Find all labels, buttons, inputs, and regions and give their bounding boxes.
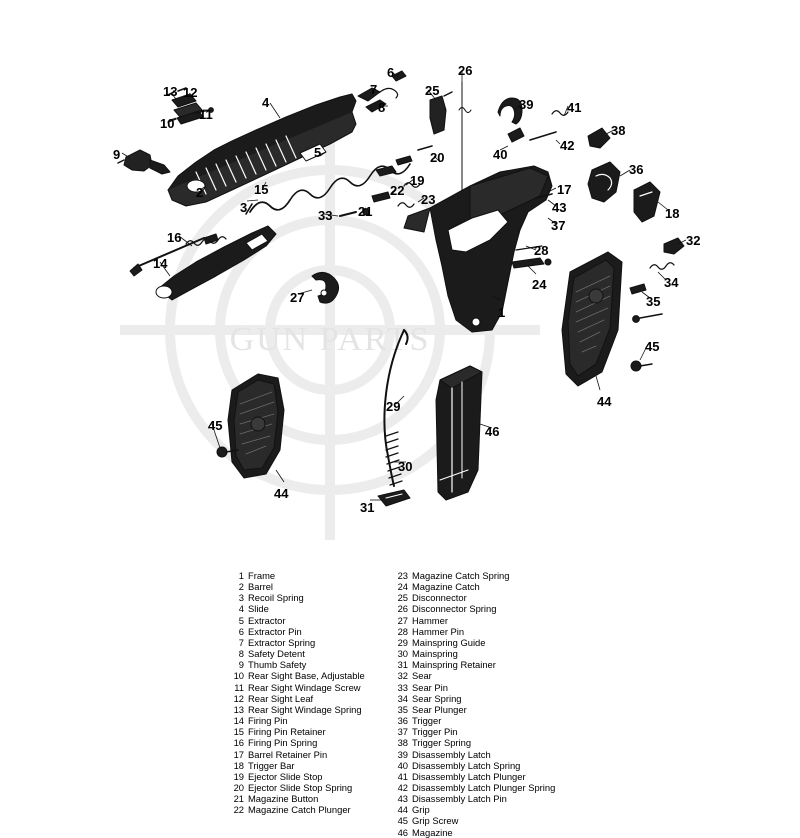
callout-22: 22	[390, 183, 405, 198]
legend-item	[228, 626, 365, 637]
legend-item-label: Magazine Catch	[412, 581, 480, 593]
legend-item	[228, 804, 365, 815]
legend-item-label: Thumb Safety	[248, 659, 307, 671]
legend-item-label: Extractor Spring	[248, 636, 316, 648]
legend-item	[228, 670, 365, 681]
callout-36: 36	[629, 162, 644, 177]
callout-2: 2	[196, 185, 204, 200]
legend-item-label: Trigger Pin	[412, 726, 458, 738]
legend-item-label: Firing Pin Retainer	[248, 726, 326, 738]
part-thumb-safety	[118, 150, 170, 174]
legend-item-number: 19	[233, 770, 244, 782]
callout-29: 29	[386, 399, 401, 414]
legend-item-number: 13	[233, 703, 244, 715]
callout-8: 8	[378, 100, 386, 115]
legend-item	[228, 592, 365, 603]
legend-item	[392, 581, 555, 592]
legend-item-label: Extractor Pin	[248, 625, 302, 637]
legend-item-label: Ejector Slide Stop Spring	[248, 781, 353, 793]
legend-item	[228, 693, 365, 704]
callout-19: 19	[410, 173, 425, 188]
legend-item-label: Trigger Bar	[248, 759, 295, 771]
legend-item	[228, 737, 365, 748]
legend-item	[228, 682, 365, 693]
legend-item-label: Disassembly Latch Spring	[412, 759, 521, 771]
callout-10: 10	[160, 116, 175, 131]
legend-item-label: Mainspring	[412, 648, 458, 660]
legend-item-label: Grip Screw	[412, 815, 459, 827]
legend-item	[392, 827, 555, 838]
legend-item-label: Sear Pin	[412, 681, 448, 693]
legend-item-number: 14	[233, 715, 244, 727]
legend-item-number: 36	[397, 715, 408, 727]
part-grip-right	[562, 252, 622, 386]
legend-item	[392, 793, 555, 804]
legend-item-number: 42	[397, 781, 408, 793]
callout-16: 16	[167, 230, 182, 245]
legend-item-number: 34	[397, 692, 408, 704]
legend-item	[392, 815, 555, 826]
legend-item-label: Disassembly Latch Pin	[412, 793, 507, 805]
legend-item-number: 10	[233, 670, 244, 682]
legend-item-label: Rear Sight Windage Screw	[248, 681, 361, 693]
legend-item-number: 9	[238, 659, 244, 671]
legend-item	[392, 615, 555, 626]
legend-item-number: 11	[234, 681, 244, 693]
legend-column-right	[392, 570, 555, 838]
legend-item-number: 6	[238, 625, 244, 637]
callout-42: 42	[560, 138, 575, 153]
callout-32: 32	[686, 233, 701, 248]
legend-column-left	[228, 570, 365, 815]
legend-item	[228, 615, 365, 626]
legend-item	[228, 782, 365, 793]
legend-item-number: 33	[397, 681, 408, 693]
callout-33: 33	[318, 208, 333, 223]
callout-17: 17	[557, 182, 572, 197]
legend-item-number: 5	[238, 614, 244, 626]
legend-item-number: 29	[397, 636, 408, 648]
legend-item-label: Ejector Slide Stop	[248, 770, 323, 782]
callout-30: 30	[398, 459, 413, 474]
legend-item-label: Firing Pin Spring	[248, 737, 318, 749]
legend-item-number: 28	[397, 625, 408, 637]
legend-item-number: 46	[397, 826, 408, 838]
callout-40: 40	[493, 147, 508, 162]
legend-item-number: 26	[397, 603, 408, 615]
legend-item-label: Barrel Retainer Pin	[248, 748, 328, 760]
legend-item	[392, 626, 555, 637]
callout-1: 1	[498, 305, 506, 320]
callout-44: 44	[597, 394, 612, 409]
legend-item-number: 23	[397, 570, 408, 581]
callout-15: 15	[254, 182, 269, 197]
legend-item-label: Extractor	[248, 614, 286, 626]
part-hammer	[312, 272, 339, 303]
callout-37: 37	[551, 218, 566, 233]
callout-45: 45	[645, 339, 660, 354]
legend-item-label: Barrel	[248, 581, 274, 593]
legend-item-label: Sear Plunger	[412, 703, 467, 715]
legend-item-label: Magazine	[412, 826, 453, 838]
part-trigger	[588, 162, 620, 202]
legend-item	[392, 771, 555, 782]
callout-5: 5	[314, 145, 322, 160]
legend-item	[392, 659, 555, 670]
legend-item-label: Disassembly Latch Plunger Spring	[412, 781, 556, 793]
callout-45: 45	[208, 418, 223, 433]
legend-item-number: 15	[233, 726, 244, 738]
legend-item-number: 43	[397, 793, 408, 805]
legend-item-number: 25	[397, 592, 408, 604]
legend-item-label: Trigger	[412, 715, 442, 727]
callout-26: 26	[458, 63, 473, 78]
legend-item-number: 18	[233, 759, 244, 771]
legend-item-number: 30	[397, 648, 408, 660]
legend-item	[392, 570, 555, 581]
legend-item-label: Firing Pin	[248, 715, 288, 727]
callout-20: 20	[430, 150, 445, 165]
callout-43: 43	[552, 200, 567, 215]
legend-item-number: 16	[233, 737, 244, 749]
callout-27: 27	[290, 290, 305, 305]
callout-11: 11	[199, 107, 213, 122]
legend-item	[228, 603, 365, 614]
callout-46: 46	[485, 424, 500, 439]
legend-item-label: Rear Sight Leaf	[248, 692, 314, 704]
legend-item	[392, 782, 555, 793]
legend-item-number: 3	[238, 592, 244, 604]
legend-item-label: Mainspring Retainer	[412, 659, 496, 671]
legend-item	[392, 704, 555, 715]
legend-item-label: Rear Sight Base, Adjustable	[248, 670, 365, 682]
legend-item	[228, 760, 365, 771]
callout-34: 34	[664, 275, 679, 290]
legend-item	[228, 726, 365, 737]
callout-9: 9	[113, 147, 121, 162]
legend-item	[228, 771, 365, 782]
legend-item-number: 17	[233, 748, 244, 760]
legend-item	[392, 760, 555, 771]
part-magazine	[436, 366, 482, 500]
legend-item	[392, 693, 555, 704]
legend-item	[228, 637, 365, 648]
legend-item	[392, 804, 555, 815]
callout-24: 24	[532, 277, 547, 292]
part-grip-left	[228, 374, 284, 478]
legend-item-number: 2	[238, 581, 244, 593]
callout-7: 7	[370, 82, 378, 97]
legend-item-number: 1	[238, 570, 244, 581]
svg-text:GUN PARTS: GUN PARTS	[229, 321, 431, 358]
legend-item	[228, 715, 365, 726]
legend-item	[228, 659, 365, 670]
legend-item-label: Frame	[248, 570, 276, 581]
legend-item-number: 35	[397, 703, 408, 715]
legend-item	[228, 648, 365, 659]
legend-item	[228, 749, 365, 760]
callout-14: 14	[153, 256, 168, 271]
legend-item-number: 45	[397, 815, 408, 827]
legend-item-label: Rear Sight Windage Spring	[248, 703, 362, 715]
legend-item-number: 31	[397, 659, 408, 671]
legend-item	[392, 648, 555, 659]
legend-item-label: Safety Detent	[248, 648, 305, 660]
legend-item-label: Magazine Catch Spring	[412, 570, 510, 581]
legend-item-number: 38	[397, 737, 408, 749]
callout-38: 38	[611, 123, 626, 138]
legend-item-label: Disconnector Spring	[412, 603, 497, 615]
legend-item-number: 22	[233, 804, 244, 816]
callout-6: 6	[387, 65, 395, 80]
legend-item-label: Disassembly Latch	[412, 748, 491, 760]
legend-item-label: Mainspring Guide	[412, 636, 486, 648]
callout-28: 28	[534, 243, 549, 258]
legend-item-label: Sear Spring	[412, 692, 462, 704]
callout-41: 41	[567, 100, 582, 115]
legend-item	[228, 570, 365, 581]
legend-item	[392, 637, 555, 648]
legend-item-label: Recoil Spring	[248, 592, 304, 604]
legend-item-label: Disassembly Latch Plunger	[412, 770, 526, 782]
part-frame	[404, 166, 552, 332]
legend-item-number: 44	[397, 804, 408, 816]
legend-item-label: Magazine Button	[248, 793, 319, 805]
callout-12: 12	[183, 85, 198, 100]
legend-item-number: 37	[397, 726, 408, 738]
legend-item	[392, 592, 555, 603]
legend-item-number: 27	[397, 614, 408, 626]
legend-item	[392, 670, 555, 681]
legend-item-number: 7	[238, 636, 244, 648]
legend-item	[392, 603, 555, 614]
parts-legend	[0, 548, 800, 838]
legend-item-number: 20	[233, 781, 244, 793]
legend-item	[392, 726, 555, 737]
part-trigger-bar	[634, 182, 660, 222]
legend-item	[392, 715, 555, 726]
callout-25: 25	[425, 83, 440, 98]
legend-item-label: Hammer Pin	[412, 625, 465, 637]
legend-item-number: 32	[397, 670, 408, 682]
part-mainspring-assembly	[378, 330, 413, 506]
legend-item-number: 24	[397, 581, 408, 593]
legend-item-number: 4	[238, 603, 244, 615]
callout-39: 39	[519, 97, 534, 112]
legend-item-label: Magazine Catch Plunger	[248, 804, 351, 816]
legend-item	[228, 793, 365, 804]
legend-item-label: Grip	[412, 804, 430, 816]
callout-18: 18	[665, 206, 680, 221]
legend-item-label: Slide	[248, 603, 269, 615]
callout-13: 13	[163, 84, 178, 99]
legend-item-number: 21	[233, 793, 244, 805]
callout-21: 21	[358, 204, 373, 219]
callout-4: 4	[262, 95, 270, 110]
legend-item	[228, 581, 365, 592]
legend-item	[392, 737, 555, 748]
legend-item	[392, 749, 555, 760]
legend-item-number: 8	[238, 648, 244, 660]
legend-item-label: Sear	[412, 670, 432, 682]
legend-item-label: Disconnector	[412, 592, 467, 604]
callout-3: 3	[240, 200, 248, 215]
legend-item-number: 12	[233, 692, 244, 704]
legend-item-number: 39	[397, 748, 408, 760]
legend-item-label: Hammer	[412, 614, 448, 626]
callout-44: 44	[274, 486, 289, 501]
callout-23: 23	[421, 192, 436, 207]
part-magazine-catch	[512, 258, 551, 268]
legend-item-number: 40	[397, 759, 408, 771]
legend-item-label: Trigger Spring	[412, 737, 472, 749]
callout-31: 31	[360, 500, 375, 515]
legend-item	[392, 682, 555, 693]
callout-35: 35	[646, 294, 661, 309]
legend-item-number: 41	[397, 770, 408, 782]
legend-item	[228, 704, 365, 715]
